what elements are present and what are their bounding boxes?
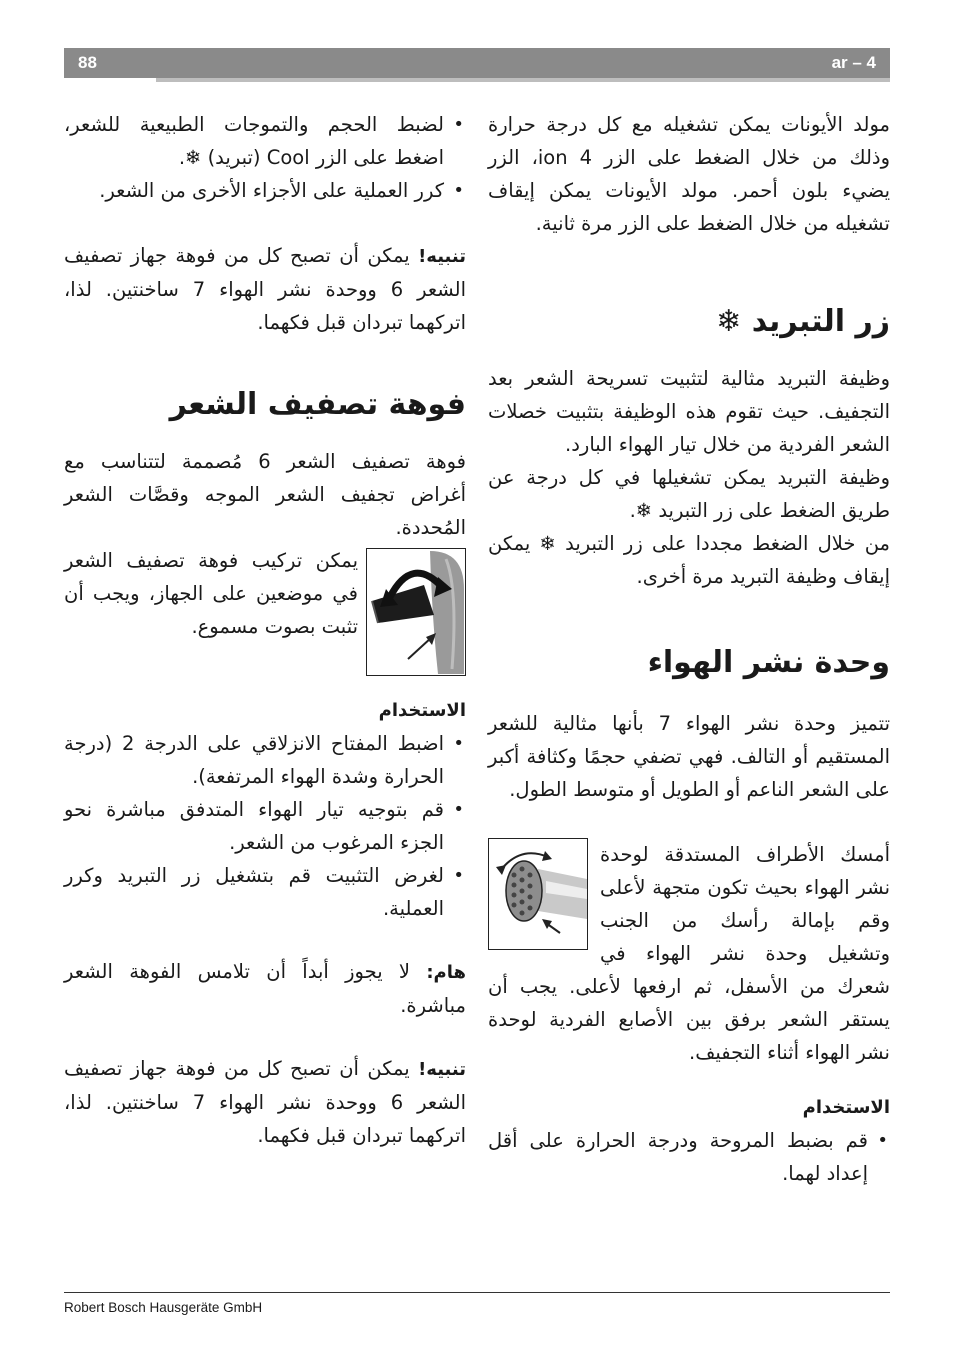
- diffuser-figure-block: [488, 838, 890, 1069]
- cool-paragraph-2b: من خلال الضغط مجددا على زر التبريد ❄ يمكن إيقاف وظيفة التبريد مرة أخرى.: [488, 532, 890, 588]
- usage-label-left: الاستخدام: [378, 700, 466, 721]
- caution-text: يمكن أن تصبح كل من فوهة جهاز تصفيف الشعر 6 ووحدة نشر الهواء 7 ساخنتين. لذا، اتركهما تبردان قبل فكهما.: [64, 244, 467, 334]
- cool-bullets: [64, 108, 466, 207]
- diffuser-paragraph-1: تتميز وحدة نشر الهواء 7 بأنها مثالية للشعر المستقيم أو التالف. فهي تضفي حجمًا وكثافة أكبر على الشعر الناعم أو الطويل أو متوسط الطول.: [488, 712, 890, 801]
- usage-item: • قم بتوجيه تيار الهواء المتدفق مباشرة نحو الجزء المرغوب من الشعر.: [64, 793, 466, 859]
- right-column: [488, 108, 890, 1190]
- header-underline: [156, 78, 890, 82]
- important-text: لا يجوز أبداً أن تلامس الفوهة الشعر مباشرة.: [64, 960, 466, 1017]
- language-section-tag: ar – 4: [831, 53, 876, 72]
- left-column: [64, 108, 466, 1152]
- usage-item: • قم بضبط المروحة ودرجة الحرارة على أقل إعداد لهما.: [488, 1124, 890, 1190]
- usage-list-left: [64, 727, 466, 925]
- caution-label: تنبيه!: [418, 246, 466, 267]
- caution-label: تنبيه!: [418, 1059, 466, 1080]
- ion-generator-text: مولد الأيونات يمكن تشغيله مع كل درجة حرارة وذلك من خلال الضغط على الزر 4 ion، الزر يضيء بلون أحمر. مولد الأيونات يمكن إيقاف تشغيله من خلال الضغط على الزر مرة ثانية.: [488, 113, 890, 235]
- usage-item: • لغرض التثبيت قم بتشغيل زر التبريد وكرر العملية.: [64, 859, 466, 925]
- important-label: هام:: [426, 962, 466, 983]
- page-header: [64, 48, 890, 78]
- caution-note-1: [64, 239, 466, 339]
- usage-label-right: الاستخدام: [802, 1097, 890, 1118]
- footer-company: Robert Bosch Hausgeräte GmbH: [64, 1300, 263, 1315]
- page-number: 88: [78, 53, 97, 72]
- diffuser-paragraph-2: أمسك الأطراف المستدقة لوحدة نشر الهواء بحيث تكون متجهة لأعلى وقم بإمالة رأسك من الجنب وتشغيل وحدة نشر الهواء في شعرك من الأسفل، ثم ارفعها لأعلى. يجب أن يستقر الشعر برفق بين الأصابع الفردية لوحدة نشر الهواء أثناء التجفيف.: [488, 843, 890, 1064]
- nozzle-paragraph-2: يمكن تركيب فوهة تصفيف الشعر في موضعين على الجهاز، ويجب أن تثبت بصوت مسموع.: [64, 549, 358, 638]
- important-note: [64, 955, 466, 1022]
- diffuser-heading: وحدة نشر الهواء: [647, 645, 890, 680]
- footer-divider: [64, 1292, 890, 1293]
- usage-item: • اضبط المفتاح الانزلاقي على الدرجة 2 (درجة الحرارة وشدة الهواء المرتفعة).: [64, 727, 466, 793]
- caution-note-2: [64, 1052, 466, 1152]
- cool-paragraph-1: وظيفة التبريد مثالية لتثبيت تسريحة الشعر بعد التجفيف. حيث تقوم هذه الوظيفة بتثبيت خصلات الشعر الفردية من خلال تيار الهواء البارد.: [488, 367, 890, 456]
- nozzle-paragraph-1: فوهة تصفيف الشعر 6 مُصممة لتتناسب مع أغراض تجفيف الشعر الموجه وقصَّات الشعر المُحددة.: [64, 450, 466, 539]
- bullet-item: • كرر العملية على الأجزاء الأخرى من الشعر.: [64, 174, 466, 207]
- bullet-item: • لضبط الحجم والتموجات الطبيعية للشعر، اضغط على الزر Cool (تبريد) ❄.: [64, 108, 466, 174]
- usage-list-right: [488, 1124, 890, 1190]
- caution-text: يمكن أن تصبح كل من فوهة جهاز تصفيف الشعر 6 ووحدة نشر الهواء 7 ساخنتين. لذا، اتركهما تبردان قبل فكهما.: [64, 1057, 467, 1147]
- nozzle-illustration: [366, 548, 466, 676]
- cool-button-heading: زر التبريد ❄: [716, 304, 890, 339]
- cool-paragraph-2a: وظيفة التبريد يمكن تشغيلها في كل درجة عن طريق الضغط على زر التبريد ❄.: [488, 466, 890, 522]
- diffuser-illustration: [488, 838, 588, 950]
- nozzle-heading: فوهة تصفيف الشعر: [169, 387, 466, 422]
- nozzle-figure-block: [64, 544, 466, 643]
